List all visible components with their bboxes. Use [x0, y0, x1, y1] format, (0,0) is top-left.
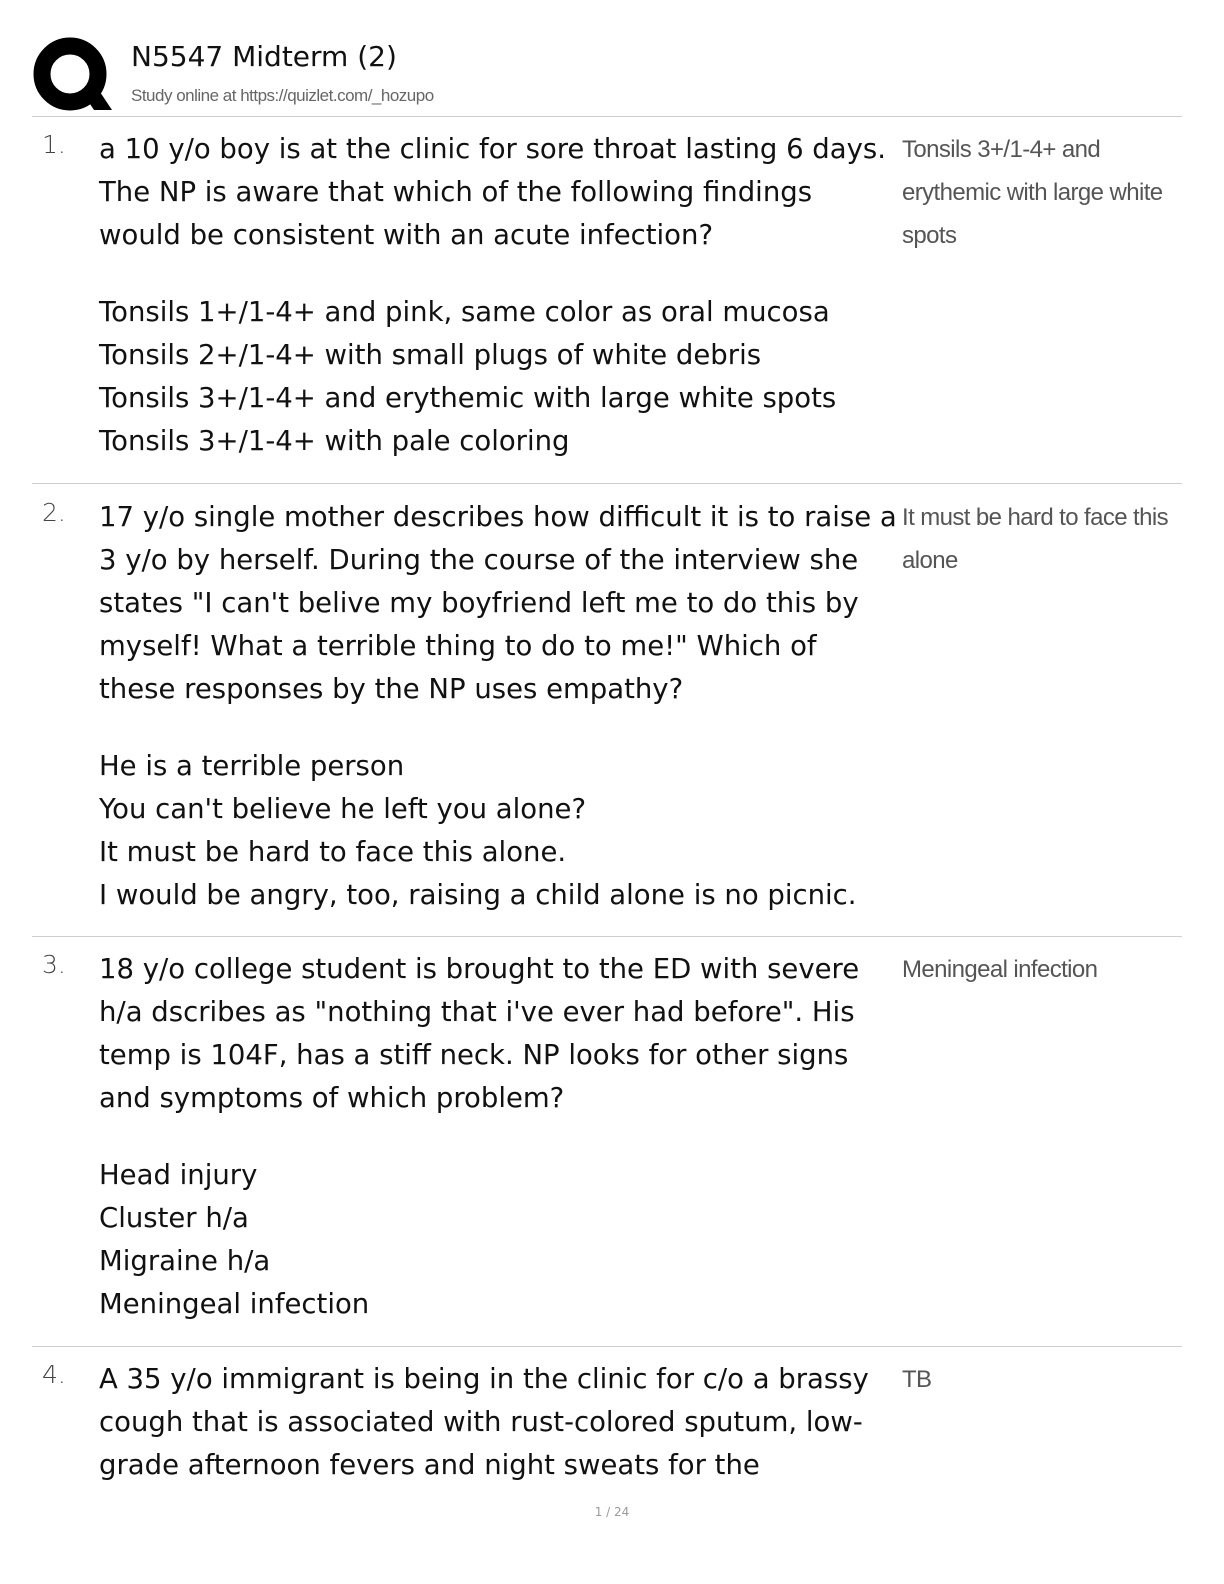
- study-link[interactable]: Study online at https://quizlet.com/_hozupo: [131, 86, 434, 105]
- option: Migraine h/a: [99, 1245, 271, 1277]
- option: He is a terrible person: [99, 750, 405, 782]
- option: It must be hard to face this alone.: [99, 836, 567, 868]
- card-question: [99, 1358, 899, 1521]
- option: You can't believe he left you alone?: [99, 793, 587, 825]
- card-answer: Meningeal infection: [902, 956, 1098, 983]
- card-question: [99, 948, 899, 1326]
- card-question: [99, 496, 899, 917]
- document-title: N5547 Midterm (2): [131, 40, 397, 73]
- question-text: 17 y/o single mother describes how difficult it is to raise a 3 y/o by herself. During the course of the interview she states "I can't belive my boyfriend left me to do this by myself! What a terrible thing to do to me!" Which of these responses by the NP uses empathy?: [99, 501, 897, 705]
- card-answer: TB: [902, 1366, 932, 1393]
- card-number: 4.: [42, 1360, 66, 1389]
- option: Meningeal infection: [99, 1288, 370, 1320]
- option: Head injury: [99, 1159, 258, 1191]
- card-number: 2.: [42, 498, 66, 527]
- question-text: A 35 y/o immigrant is being in the clinic for c/o a brassy cough that is associated with rust-colored sputum, low-grade afternoon fevers and night sweats for the: [99, 1363, 869, 1481]
- question-text: 18 y/o college student is brought to the ED with severe h/a dscribes as "nothing that i've ever had before". His temp is 104F, has a stiff neck. NP looks for other signs and symptoms of which problem?: [99, 953, 860, 1114]
- card-number: 1.: [42, 130, 66, 159]
- option: Tonsils 3+/1-4+ with pale coloring: [99, 425, 570, 457]
- divider: [32, 936, 1182, 937]
- divider: [32, 483, 1182, 484]
- question-text: a 10 y/o boy is at the clinic for sore throat lasting 6 days. The NP is aware that which of the following findings would be consistent with an acute infection?: [99, 133, 886, 251]
- card-number: 3.: [42, 950, 66, 979]
- option: Tonsils 1+/1-4+ and pink, same color as oral mucosa: [99, 296, 830, 328]
- option: Tonsils 2+/1-4+ with small plugs of white debris: [99, 339, 762, 371]
- option: Tonsils 3+/1-4+ and erythemic with large white spots: [99, 382, 837, 414]
- card-answer: It must be hard to face this alone: [902, 504, 1169, 574]
- page-number: 1 / 24: [594, 1505, 630, 1519]
- card-answer: Tonsils 3+/1-4+ and erythemic with large white spots: [902, 136, 1163, 249]
- quizlet-logo-icon: [32, 36, 112, 116]
- divider: [32, 1346, 1182, 1347]
- option: Cluster h/a: [99, 1202, 249, 1234]
- divider: [32, 116, 1182, 117]
- option: I would be angry, too, raising a child alone is no picnic.: [99, 879, 857, 911]
- document-header: [32, 34, 1192, 114]
- card-question: [99, 128, 899, 463]
